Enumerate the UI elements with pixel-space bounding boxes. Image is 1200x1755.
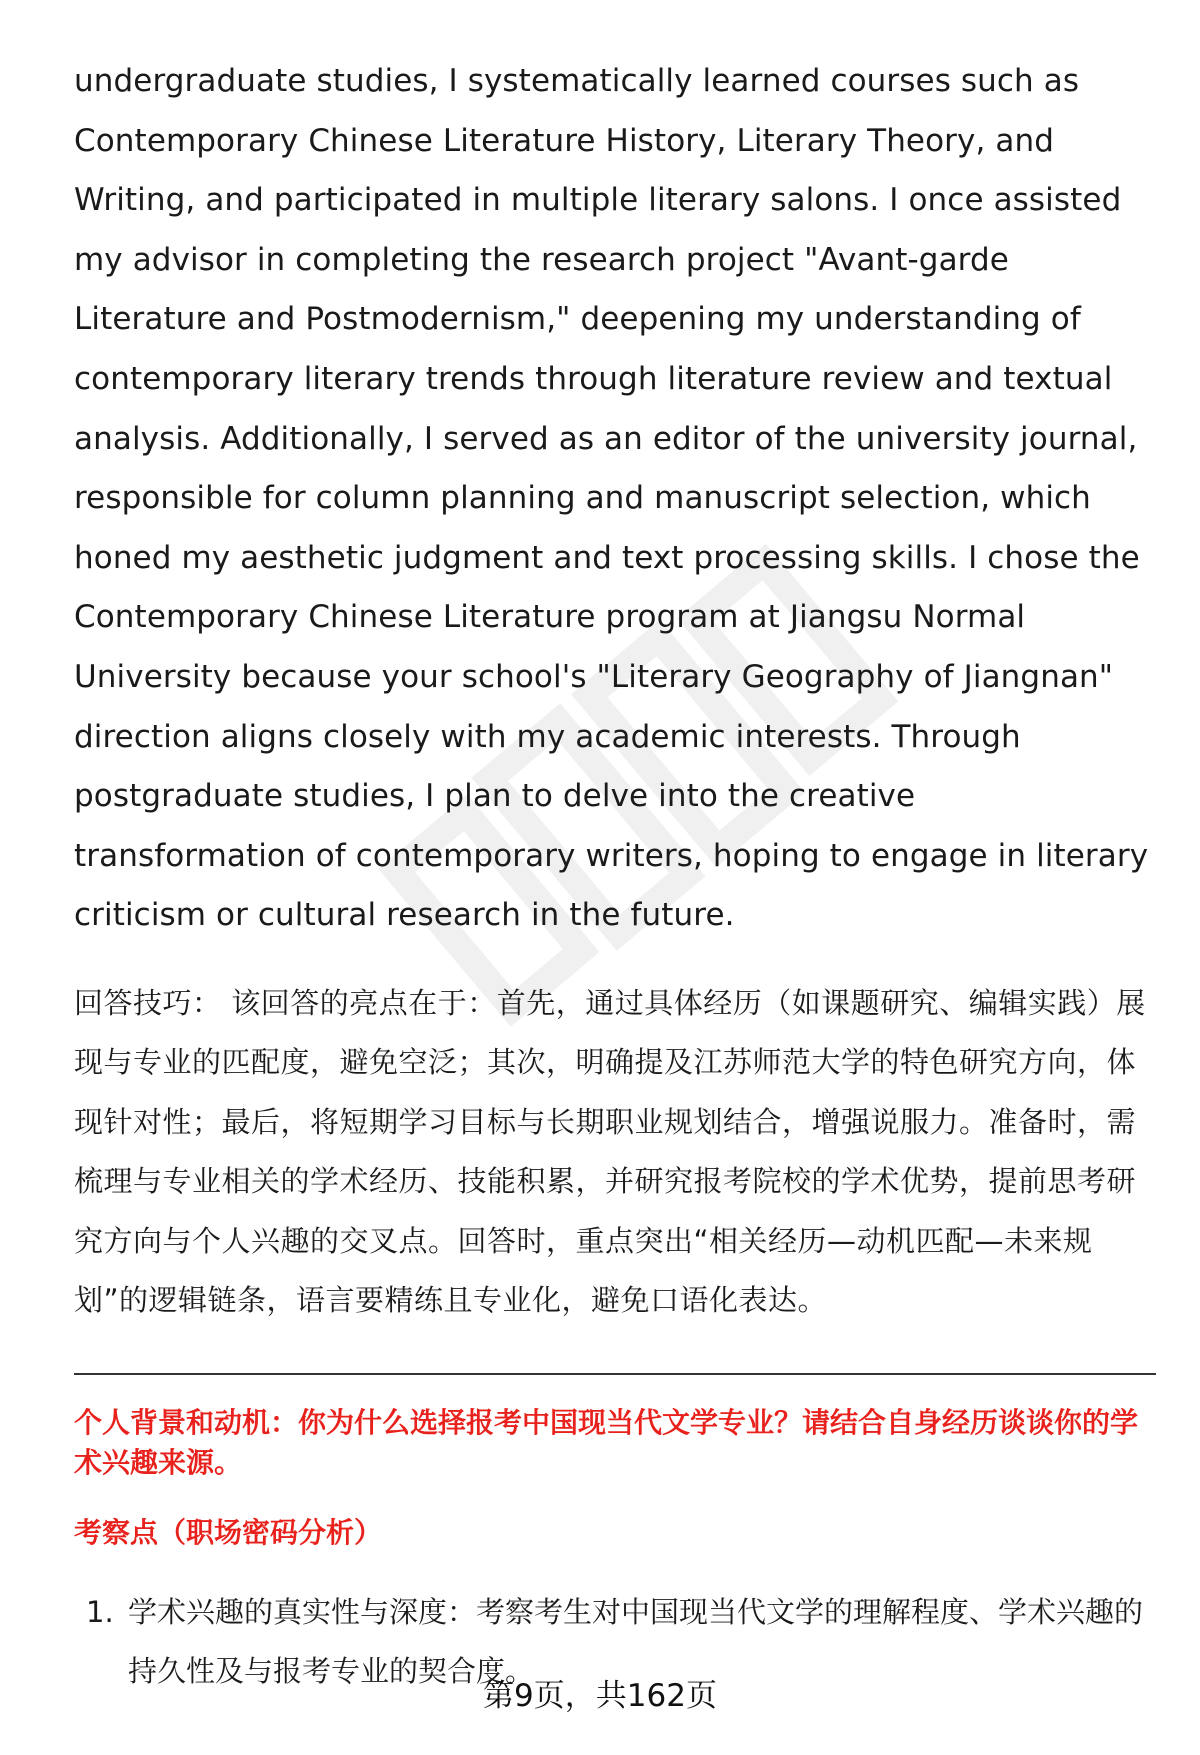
question-heading: 个人背景和动机：你为什么选择报考中国现当代文学专业？请结合自身经历谈谈你的学术兴趣来源。 xyxy=(74,1405,1139,1479)
answer-tip: 回答技巧： 该回答的亮点在于：首先，通过具体经历（如课题研究、编辑实践）展现与专业的匹配度，避免空泛；其次，明确提及江苏师范大学的特色研究方向，体现针对性；最后，将短期学习目标与长期职业规划结合，增强说服力。准备时，需梳理与专业相关的学术经历、技能积累，并研究报考院校的学术优势，提前思考研究方向与个人兴趣的交叉点。回答时，重点突出“相关经历—动机匹配—未来规划”的逻辑链条，语言要精练且专业化，避免口语化表达。 xyxy=(74,985,1146,1318)
list-item-number: 1. xyxy=(86,1594,114,1629)
section-divider xyxy=(74,1373,1156,1375)
page-content xyxy=(74,52,1154,1701)
answer-paragraph: undergraduate studies, I systematically learned courses such as Contemporary Chinese Literature History, Literary Theory, and Writing, and participated in multiple literary salons. I once assisted my advisor in completing the research project "Avant-garde Literature and Postmodernism," deepening my understanding of contemporary literary trends through literature review and textual analysis. Additionally, I served as an editor of the university journal, responsible for column planning and manuscript selection, which honed my aesthetic judgment and text processing skills. I chose the Contemporary Chinese Literature program at Jiangsu Normal University because your school's "Literary Geography of Jiangnan" direction aligns closely with my academic interests. Through postgraduate studies, I plan to delve into the creative transformation of contemporary writers, hoping to engage in literary criticism or cultural research in the future. xyxy=(74,63,1149,934)
list-item-text: 学术兴趣的真实性与深度：考察考生对中国现当代文学的理解程度、学术兴趣的持久性及与报考专业的契合度。 xyxy=(128,1594,1144,1688)
page-number: 第9页，共162页 xyxy=(483,1678,717,1714)
section-title: 考察点（职场密码分析） xyxy=(74,1515,383,1549)
